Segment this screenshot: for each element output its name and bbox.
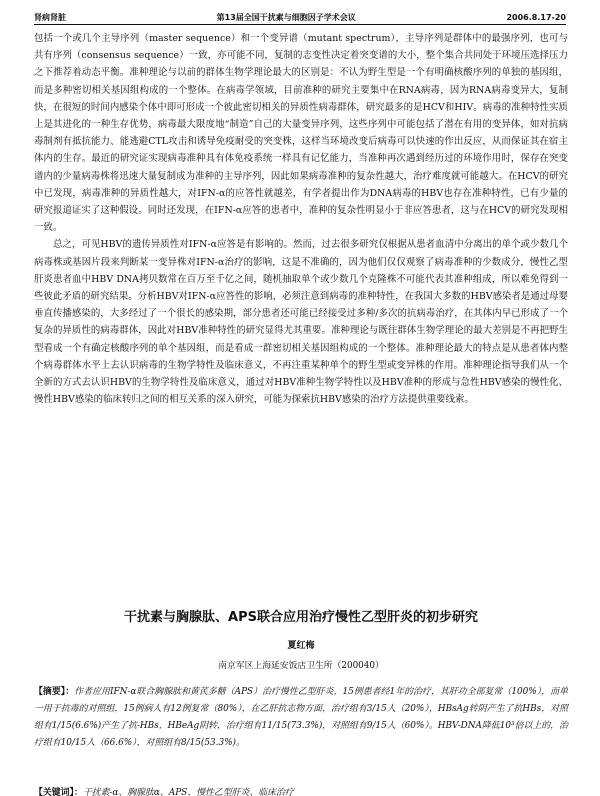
body-paragraph-2: 总之，可见HBV的遗传异质性对IFN-α应答是有影响的。然而，过去很多研究仅根据从患者血清中分离出的单个或少数几个病毒株或基因片段来判断某一变异株对IFN-α治疗的影响，这是不准确的，因为他们仅仅观察了病毒准种的少数成分，慢性乙型肝炎患者血中HBV DNA拷贝数常在百万至千亿之间，随机抽取单个或少数几个克隆株不可能代表其准种组成，所以难免得到一些彼此矛盾的研究结果。分析HBV对IFN-α应答性的影响，必须注意到病毒的准种特性，在我国大多数的HBV感染者是通过母婴垂直传播感染的，大多经过了一个很长的感染期，部分患者还可能已经接受过多种/多次的抗病毒治疗，在其体内早已形成了一个复杂的异质性的病毒群体，因此对HBV准种特性的研究显得尤其重要。准种理论与既往群体生物学理论的最大差别是不再把野生型看成一个有确定核酸序列的单个基因组，而是看成一群密切相关基因组构成的一个整体。准种理论最大的特点是从患者体内整个病毒群体水平上去认识病毒的生物学特性及临床意义，不再注重某种单个的野生型或变异株的作用。准种理论指导我们从一个全新的方式去认识HBV的生物学特性及临床意义，通过对HBV准种生物学特性以及HBV准种的形成与急性HBV感染的慢性化、慢性HBV感染的临床转归之间的相互关系的深入研究，可能为探索抗HBV感染的治疗方法提供重要线索。 (34, 239, 568, 406)
article-author: 夏红梅 (287, 641, 315, 651)
abstract-text: 作者应用IFN-α联合胸腺肽和黄芪多糖（APS）治疗慢性乙型肝炎，15例患者经1年的治疗，其肝功全部复常（100%），而单一用于抗毒的对照组，15例病人有12例复常（80%），在乙肝抗志物方面，治疗组有3/15人（20%），HBsAg转阴产生了抗HBs，对照组有1/15(6.6%)产生了抗-HBs，HBeAg阴转，治疗组有11/15(73.3%)，对照组有9/15人（60%）。HBV-DNA降低10³倍以上的，治疗组有10/15人（66.6%），对照组有8/15(53.3%)。 (34, 687, 568, 748)
keywords (34, 785, 568, 796)
keywords-label: 【关键词】： (34, 788, 83, 796)
abstract (34, 684, 568, 752)
article-affiliation: 南京军区上海延安饭店卫生所（200040） (218, 661, 384, 671)
main-text (34, 30, 568, 408)
header-left: 肾病肾脏 (34, 12, 66, 22)
keywords-text: 干扰素-α、胸腺肽α、APS、慢性乙型肝炎、临床治疗 (82, 788, 294, 796)
header-center: 第13届全国干扰素与细胞因子学术会议 (216, 12, 356, 22)
running-header (34, 10, 566, 25)
body-paragraph-1: 包括一个或几个主导序列（master sequence）和一个变异谱（mutant spectrum），主导序列是群体中的最强序列，也可与共有序列（consensus sequence）一致，亦可能不同，复制的志变性决定着突变谱的大小，整个集合共同处于环境压选择压力之下推荐着动态平衡。准种理论与以前的群体生物学理论最大的区别是：不认为野生型是一个有明确核酸序列的单独的基因组，而是多种密切相关基因组构成的一个整体。在病毒学领域，目前准种的研究主要集中在RNA病毒，因为RNA病毒变异大，复制快，在很短的时间内感染个体中即可形成一个彼此密切相关的异质性病毒群体，研究最多的是HCV和HIV。病毒的准种特性实质上是其进化的一种生存优势，病毒最大限度地“制造”自己的大量变异序列，这些序列中可能包括了潜在有用的变异体，如对抗病毒制剂有抵抗能力、能逃避CTL攻击和诱导免疫耐受的突变株，这样当环境改变后病毒可以快速的作出反应，从而保证其在宿主体内的生存。最近的研究证实现病毒准种具有体免疫系统一样具有记忆能力，当准种再次遇到经历过的环境作用时，保存在突变谱内的少量病毒株将迅速大量复制成为准种的主导序列，因此如果病毒准种的复杂性越大，治疗难度就可能越大。在HCV的研究中已发现，病毒准种的异质性越大，对IFN-α的应答性就越差，有学者提出作为DNA病毒的HBV也存在准种特性，已有少量的研究报道证实了这种假设。同时还发现，在IFN-α应答的患者中，准种的复杂性明显小于非应答患者，这与在HCV的研究发现相一致。 (34, 33, 568, 234)
abstract-label: 【摘要】： (34, 687, 75, 697)
article-title: 干扰素与胸腺肽、APS联合应用治疗慢性乙型肝炎的初步研究 (124, 610, 478, 625)
header-right: 2006.8.17-20 (506, 12, 566, 22)
